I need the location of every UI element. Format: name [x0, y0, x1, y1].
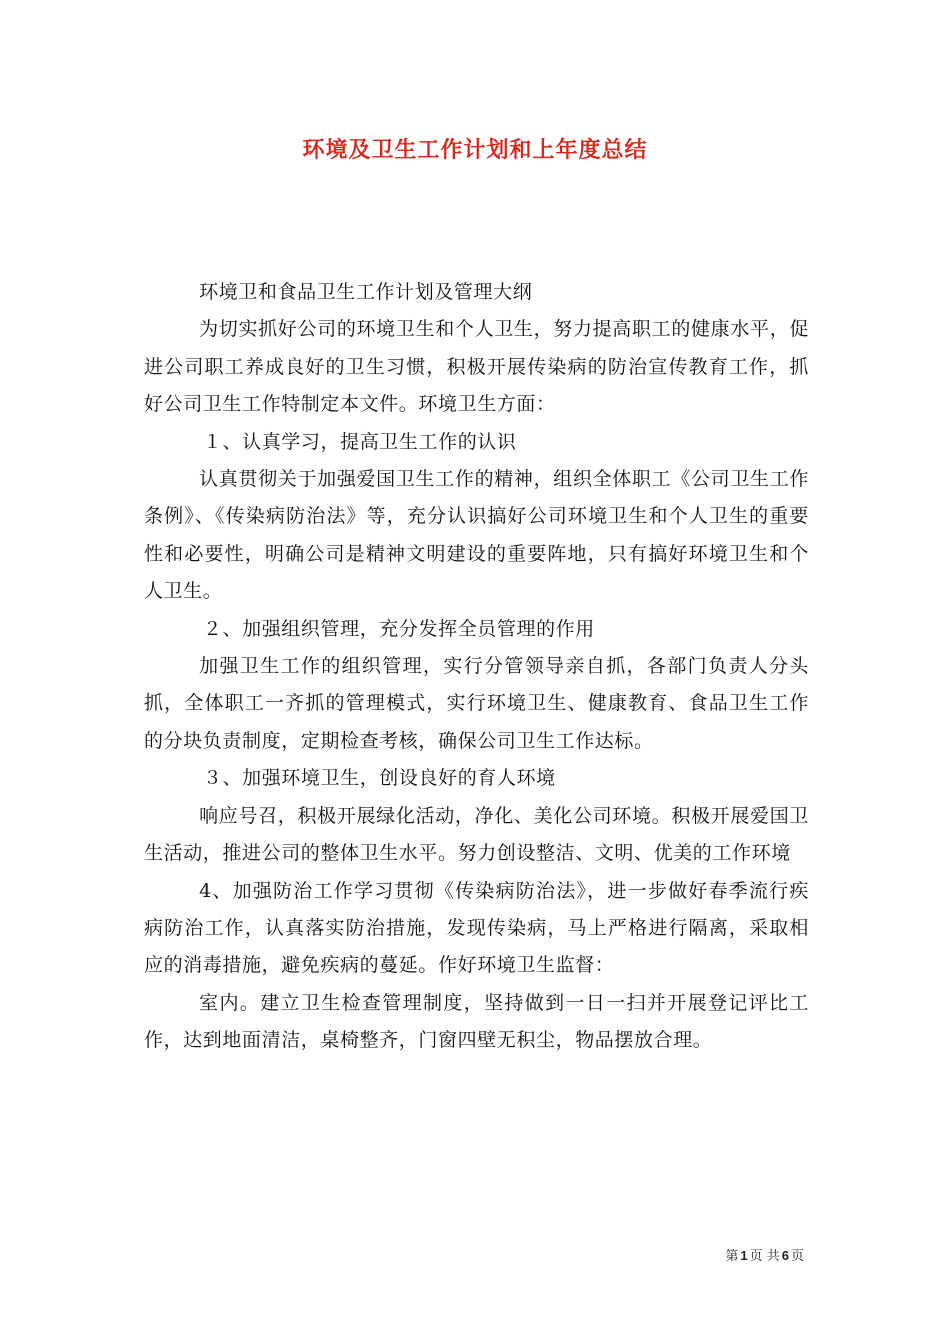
section-3-paragraph: 响应号召，积极开展绿化活动，净化、美化公司环境。积极开展爱国卫生活动，推进公司的整体卫生水平。努力创设整洁、文明、优美的工作环境 — [144, 804, 809, 865]
section-heading-3: ３、加强环境卫生，创设良好的育人环境 — [202, 767, 556, 790]
indoor-paragraph: 室内。建立卫生检查管理制度，坚持做到一日一扫并开展登记评比工作，达到地面清洁，桌椅整齐，门窗四壁无积尘，物品摆放合理。 — [144, 991, 809, 1052]
section-heading-2: ２、加强组织管理，充分发挥全员管理的作用 — [202, 617, 595, 640]
current-page-number: 1 — [740, 1248, 748, 1263]
footer-prefix: 第 — [725, 1249, 739, 1264]
section-2-paragraph: 加强卫生工作的组织管理，实行分管领导亲自抓，各部门负责人分头抓，全体职工一齐抓的管理模式，实行环境卫生、健康教育、食品卫生工作的分块负责制度，定期检查考核，确保公司卫生工作达标。 — [144, 655, 809, 752]
document-title: 环境及卫生工作计划和上年度总结 — [302, 137, 648, 163]
intro-paragraph: 为切实抓好公司的环境卫生和个人卫生，努力提高职工的健康水平，促进公司职工养成良好的卫生习惯，积极开展传染病的防治宣传教育工作，抓好公司卫生工作特制定本文件。环境卫生方面： — [144, 318, 809, 416]
document-body — [144, 274, 809, 1060]
section-1-paragraph: 认真贯彻关于加强爱国卫生工作的精神，组织全体职工《公司卫生工作条例》、《传染病防治法》等，充分认识搞好公司环境卫生和个人卫生的重要性和必要性，明确公司是精神文明建设的重要阵地，只有搞好环境卫生和个人卫生。 — [144, 468, 809, 603]
footer-suffix: 页 — [790, 1249, 804, 1264]
section-heading-1: １、认真学习，提高卫生工作的认识 — [202, 430, 517, 453]
total-pages-number: 6 — [781, 1248, 789, 1263]
section-4-paragraph: 4、加强防治工作学习贯彻《传染病防治法》，进一步做好春季流行疾病防治工作，认真落实防治措施，发现传染病，马上严格进行隔离，采取相应的消毒措施，避免疾病的蔓延。作好环境卫生监督： — [144, 879, 809, 977]
section-heading: 环境卫和食品卫生工作计划及管理大纲 — [199, 281, 533, 303]
page-footer — [725, 1247, 804, 1266]
footer-middle: 页 共 — [749, 1249, 780, 1264]
